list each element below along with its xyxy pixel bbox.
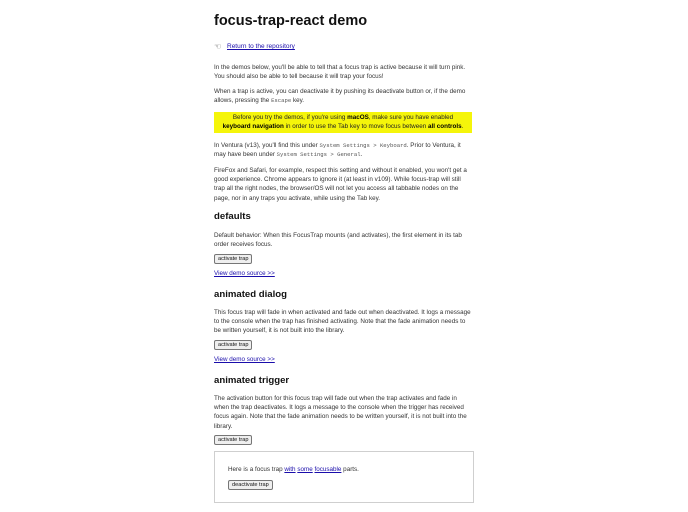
focus-trap-box	[214, 451, 474, 503]
ventura-text: . Prior to Ventura, it may have been under	[214, 142, 461, 159]
defaults-view-source-link[interactable]: View demo source >>	[214, 270, 275, 277]
trap-link-some[interactable]: some	[297, 466, 313, 473]
settings-path-general: System Settings > General	[276, 151, 361, 159]
notice-keyboard-navigation: keyboard navigation	[222, 122, 284, 130]
settings-path-keyboard: System Settings > Keyboard	[319, 142, 407, 149]
ventura-text: .	[360, 151, 363, 159]
ventura-paragraph	[214, 141, 472, 159]
return-to-repository-link[interactable]: Return to the repository	[227, 43, 295, 50]
trap-link-with[interactable]: with	[284, 466, 296, 473]
intro-text: When a trap is active, you can deactivate it by pushing its deactivate button or, if the demo allows, pressing the	[214, 88, 466, 105]
defaults-description: Default behavior: When this FocusTrap mounts (and activates), the first element in its tab order receives focus.	[214, 232, 462, 249]
notice-all-controls: all controls	[428, 122, 462, 130]
animated-dialog-activate-trap-button[interactable]: activate trap	[214, 340, 252, 350]
animated-trigger-activate-trap-button[interactable]: activate trap	[214, 435, 252, 445]
animated-dialog-description: This focus trap will fade in when activated and fade out when deactivated. It logs a message to the console when the trap has finished activating. Note that the fade animation needs to be written yourself, it is not built into the library.	[214, 309, 471, 335]
notice-text: , make sure you have enabled	[368, 114, 454, 121]
notice-macos: macOS	[347, 114, 369, 121]
deactivate-trap-button[interactable]: deactivate trap	[228, 480, 273, 490]
browsers-paragraph: FireFox and Safari, for example, respect this setting and without it enabled, you won't get a good experience. Chrome appears to ignore it (at least in v109). While focus-trap will still trap all the right nodes, the browser/OS will not let you access all tabbable nodes on the page, nor in any traps you activate, while using the Tab key.	[214, 167, 467, 202]
animated-trigger-heading: animated trigger	[214, 375, 290, 386]
focus-trap-text	[228, 466, 359, 473]
animated-dialog-view-source-link[interactable]: View demo source >>	[214, 356, 275, 363]
notice-text: Before you try the demos, if you're using	[232, 114, 348, 121]
defaults-heading: defaults	[214, 211, 251, 222]
escape-key: Escape	[271, 97, 292, 105]
back-link-row	[214, 42, 295, 51]
page-title: focus-trap-react demo	[214, 13, 368, 29]
animated-trigger-description: The activation button for this focus trap will fade out when the trap activates and fade in when the trap deactivates. It logs a message to the console when the trigger has received focus again. Note that the fade animation needs to be written yourself, it is not built into the library.	[214, 395, 467, 430]
trap-text: parts.	[341, 466, 359, 473]
defaults-activate-trap-button[interactable]: activate trap	[214, 254, 252, 264]
macos-notice	[214, 112, 472, 133]
notice-text: .	[461, 122, 464, 130]
ventura-text: In Ventura (v13), you'll find this under	[214, 142, 320, 149]
intro-text-end: key.	[291, 97, 305, 105]
animated-dialog-heading: animated dialog	[214, 289, 288, 300]
notice-text: in order to use the Tab key to move focus between	[283, 122, 428, 130]
pointing-hand-icon: ☜	[214, 42, 222, 51]
intro-paragraph-1: In the demos below, you'll be able to tell that a focus trap is active because it will turn pink. You should also be able to tell because it will trap your focus!	[214, 64, 466, 81]
intro-paragraph-2	[214, 87, 472, 105]
trap-link-focusable[interactable]: focusable	[314, 466, 342, 473]
trap-text: Here is a focus trap	[228, 466, 285, 473]
